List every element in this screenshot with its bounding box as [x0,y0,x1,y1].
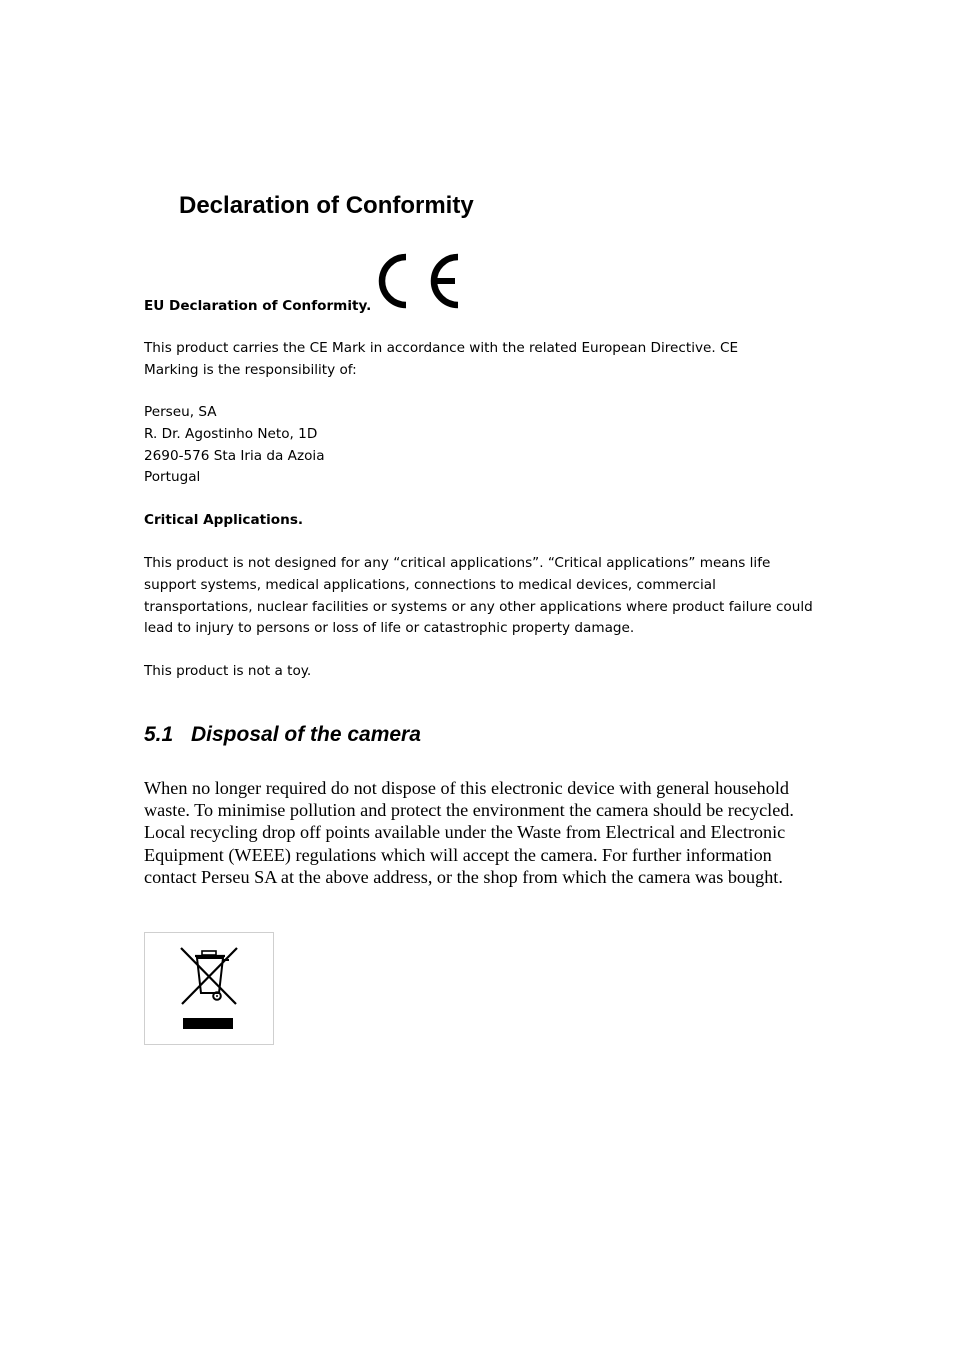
section-title: Disposal of the camera [191,723,421,746]
address-country: Portugal [144,469,201,486]
section-heading [144,723,421,747]
address-postal-city: 2690-576 Sta Iria da Azoia [144,447,325,464]
disposal-paragraph: When no longer required do not dispose of this electronic device with general household waste. To minimise pollution and protect the environment the camera should be recycled. Local recycling drop off points available under the Waste from Electrical and Electronic Equipment (WEEE) regulations which will accept the camera. For further information contact Perseu SA at the above address, or the shop from which the camera was bought. [144,778,794,887]
crossed-out-wheelie-bin-icon [145,933,273,1044]
section-number: 5.1 [144,723,174,746]
address-company: Perseu, SA [144,404,217,420]
toy-notice: This product is not a toy. [144,663,312,679]
eu-declaration-label: EU Declaration of Conformity. [144,298,372,314]
page-title: Declaration of Conformity [179,192,474,219]
ce-mark-icon [373,250,461,312]
weee-symbol-frame [144,932,274,1045]
company-address [144,402,325,489]
critical-applications-heading: Critical Applications. [144,512,304,528]
address-street: R. Dr. Agostinho Neto, 1D [144,425,318,442]
critical-applications-paragraph: This product is not designed for any “critical applications”. “Critical applications” means life support systems, medical applications, connections to medical devices, commercial transportations, nuclear facilities or systems or any other applications where product failure could lead to injury to persons or loss of life or catastrophic property damage. [144,555,813,637]
ce-responsibility-paragraph: This product carries the CE Mark in accordance with the related European Directive. CE Marking is the responsibility of: [144,340,739,378]
